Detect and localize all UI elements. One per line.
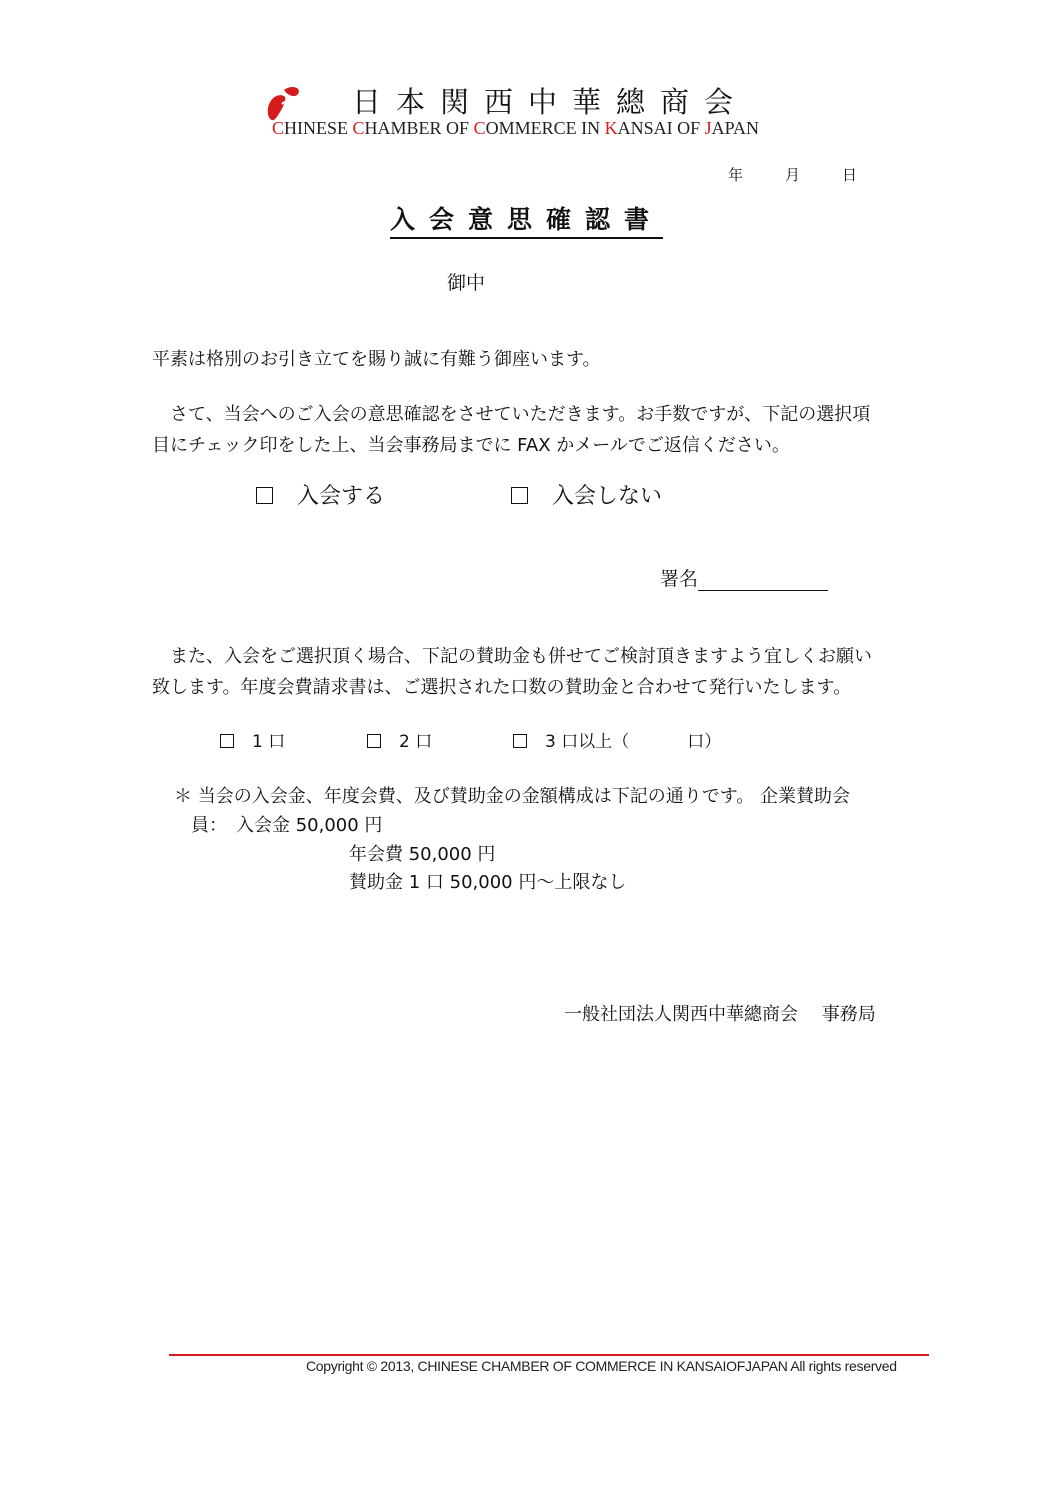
unit-2-checkbox[interactable] [367,734,381,748]
request-paragraph [152,399,870,461]
choice-not-join[interactable] [511,479,662,510]
unit-3-label: 3 口以上（ [545,732,630,752]
date-day: 日 [842,166,858,184]
request-line-2: 目にチェック印をした上、当会事務局までに FAX かメールでご返信ください。 [152,435,790,456]
org-en-word: HAMBER OF [364,118,474,138]
org-name-en [272,118,759,139]
copyright-text: Copyright © 2013, CHINESE CHAMBER OF COMMERCE IN KANSAIOFJAPAN All rights reserved [306,1358,897,1374]
unit-option-1[interactable] [220,727,285,752]
unit-3-checkbox[interactable] [513,734,527,748]
sponsor-line-2: 致します。年度会費請求書は、ご選択された口数の賛助金と合わせて発行いたします。 [152,677,852,698]
request-line-1: さて、当会へのご入会の意思確認をさせていただきます。お手数ですが、下記の選択項 [152,404,871,425]
sponsor-line-1: また、入会をご選択頂く場合、下記の賛助金も併せてご検討頂きますよう宜しくお願い [152,646,872,667]
footer-divider [169,1354,929,1356]
signature-label: 署名 [660,568,699,590]
org-en-word: ANSAI OF [617,118,705,138]
greeting-paragraph: 平素は格別のお引き立てを賜り誠に有難う御座います。 [152,349,601,370]
org-en-cap: J [704,118,712,138]
office-name: 一般社団法人関西中華總商会 事務局 [564,1004,876,1025]
org-en-word: HINESE [284,118,353,138]
not-join-checkbox[interactable] [511,487,528,504]
date-year: 年 [728,166,744,184]
annual-fee: 年会費 50,000 円 [349,844,496,865]
org-en-cap: C [352,118,365,138]
choice-join[interactable] [256,479,385,510]
page-title: 入会意思確認書 [390,200,663,239]
addressee: 御中 [447,272,486,294]
fee-note-cont: 員： 入会金 50,000 円 [191,815,383,836]
unit-2-label: 2 口 [399,732,433,752]
org-name-jp: 日本関西中華總商会 [352,85,749,119]
unit-option-3[interactable] [513,727,721,752]
org-en-cap: C [473,118,486,138]
signature-field[interactable] [660,564,828,591]
date-field [728,164,857,185]
signature-line[interactable] [698,570,828,591]
unit-3-close: 口） [687,732,722,752]
org-en-cap: C [272,118,285,138]
org-en-word: APAN [711,118,759,138]
join-checkbox[interactable] [256,487,273,504]
unit-1-checkbox[interactable] [220,734,234,748]
fee-note: ＊ 当会の入会金、年度会費、及び賛助金の金額構成は下記の通りです。 企業賛助会 [174,786,850,807]
org-en-word: OMMERCE IN [485,118,605,138]
sponsorship-fee: 賛助金 1 口 50,000 円～上限なし [349,872,627,893]
date-month: 月 [785,166,801,184]
unit-1-label: 1 口 [252,732,286,752]
choice-join-label: 入会する [297,484,386,509]
sponsor-paragraph [152,641,872,703]
choice-not-join-label: 入会しない [552,484,663,509]
unit-option-2[interactable] [367,727,432,752]
org-en-cap: K [604,118,618,138]
